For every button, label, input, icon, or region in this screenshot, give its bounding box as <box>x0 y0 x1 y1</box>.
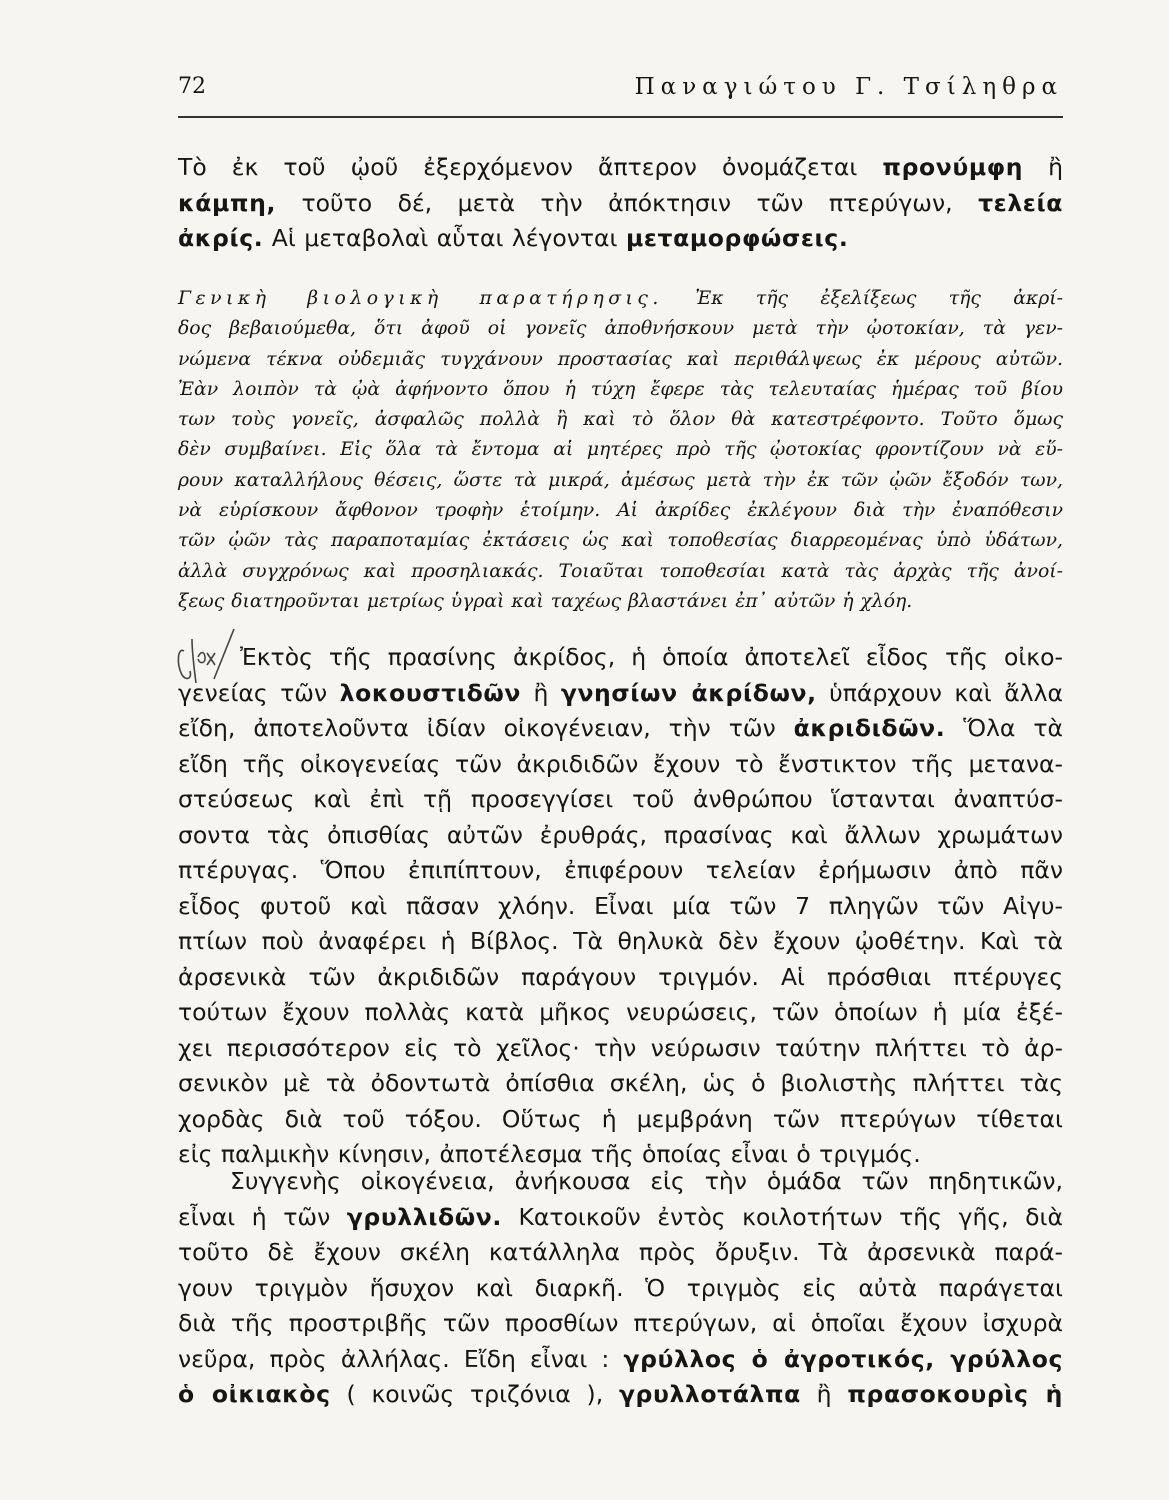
section-heading: Γενικὴ βιολογικὴ παρατήρησις. <box>178 288 663 309</box>
text-line: νὰ εὑρίσκουν ἄφθονον τροφὴν ἑτοίμην. Αἱ ἀκρίδες ἐκλέγουν διὰ τὴν ἐναπόθεσιν <box>178 500 1063 522</box>
term-bold: πρασοκουρὶς ἡ <box>847 1380 1063 1408</box>
running-head: Παναγιώτου Γ. Τσίληθρα <box>634 74 1063 100</box>
text-line: ἀρσενικὰ τῶν ἀκριδιδῶν παράγουν τριγμόν. Αἱ πρόσθιαι πτέρυγες <box>178 962 1063 991</box>
text-line: Τὸ ἐκ τοῦ ᾠοῦ ἐξερχόμενον ἄπτερον ὀνομάζεται προνύμφη ἢ <box>178 153 1063 181</box>
paragraph-gryllidae <box>178 1164 1063 1413</box>
text-line: δος βεβαιούμεθα, ὅτι ἀφοῦ οἱ γονεῖς ἀποθνήσκουν μετὰ τὴν ᾠοτοκίαν, τὰ γεν- <box>178 318 1063 340</box>
text-line: ξεως διατηροῦνται μετρίως ὑγραὶ καὶ ταχέως βλαστάνει ἐπ᾽ αὐτῶν ἡ χλόη. <box>178 590 913 612</box>
text-line: χει περισσότερον εἰς τὸ χεῖλος· τὴν νεύρωσιν ταύτην πλήττει τὸ ἀρ- <box>178 1033 1063 1062</box>
text-line: στεύσεως καὶ ἐπὶ τῇ προσεγγίσει τοῦ ἀνθρώπου ἵστανται ἀναπτύσ- <box>178 785 1063 813</box>
header-rule <box>178 116 1063 118</box>
paragraph-metamorphosis <box>178 150 1063 257</box>
term-bold: τελεία <box>978 188 1063 217</box>
term-bold: ἀκρίς. <box>178 224 264 252</box>
term-bold: λοκουστιδῶν <box>339 678 521 707</box>
text-line: Ἐὰν λοιπὸν τὰ ᾠὰ ἀφήνοντο ὅπου ἡ τύχη ἔφερε τὰς τελευταίας ἡμέρας τοῦ βίου <box>178 378 1063 400</box>
term-bold: γνησίων ἀκρίδων, <box>560 678 817 707</box>
page-number: 72 <box>178 74 206 99</box>
text-line: κάμπη, τοῦτο δέ, μετὰ τὴν ἀπόκτησιν τῶν πτερύγων, τελεία <box>178 188 1063 217</box>
term-bold: προνύμφη <box>882 153 1024 181</box>
term-bold: μεταμορφώσεις. <box>625 224 849 252</box>
text-line: Ἐκτὸς τῆς πρασίνης ἀκρίδος, ἡ ὁποία ἀποτελεῖ εἶδος τῆς οἰκο- <box>240 643 1063 671</box>
text-line: εἴδη, ἀποτελοῦντα ἰδίαν οἰκογένειαν, τὴν τῶν ἀκριδιδῶν. Ὅλα τὰ <box>178 714 1063 742</box>
term-bold: κάμπη, <box>178 188 276 217</box>
text-line: νώμενα τέκνα οὐδεμιᾶς τυγχάνουν προστασίας καὶ περιθάλψεως ἐκ μέρους αὐτῶν. <box>178 348 1063 370</box>
text-line: Συγγενὴς οἰκογένεια, ἀνήκουσα εἰς τὴν ὁμάδα τῶν πηδητικῶν, <box>230 1167 1063 1195</box>
term-bold: γρυλλοτάλπα <box>618 1380 801 1408</box>
text-line: ἀλλὰ συγχρόνως καὶ προσηλιακάς. Τοιαῦται τοποθεσίαι κατὰ τὰς ἀρχὰς τῆς ἀνοί- <box>178 560 1063 582</box>
term-bold: ἀκριδιδῶν. <box>793 714 946 742</box>
text-line: ὁ οἰκιακὸς ( κοινῶς τριζόνια ), γρυλλοτάλπα ἢ πρασοκουρὶς ἡ <box>178 1380 1063 1408</box>
text-line: εἶδος φυτοῦ καὶ πᾶσαν χλόην. Εἶναι μία τῶν 7 πληγῶν τῶν Αἰγυ- <box>178 891 1063 920</box>
text-line: γουν τριγμὸν ἥσυχον καὶ διαρκῆ. Ὁ τριγμὸς εἰς αὐτὰ παράγεται <box>178 1273 1063 1302</box>
text-line: εἰς παλμικὴν κίνησιν, ἀποτέλεσμα τῆς ὁποίας εἶναι ὁ τριγμός. <box>178 1140 921 1168</box>
term-bold: ὁ οἰκιακὸς <box>178 1380 331 1408</box>
text-line: δὲν συμβαίνει. Εἰς ὅλα τὰ ἔντομα αἱ μητέρες πρὸ τῆς ᾠοτοκίας φροντίζουν νὰ εὕ- <box>178 439 1063 461</box>
paragraph-acrididae <box>178 640 1063 1173</box>
paragraph-biological-observation <box>178 284 1063 617</box>
text-line: εἶναι ἡ τῶν γρυλλιδῶν. Κατοικοῦν ἐντὸς κοιλοτήτων τῆς γῆς, διὰ <box>178 1202 1063 1231</box>
term-bold: γρυλλιδῶν. <box>346 1202 502 1231</box>
text-line: χορδὰς διὰ τοῦ τόξου. Οὕτως ἡ μεμβράνη τῶν πτερύγων τίθεται <box>178 1104 1063 1133</box>
text-line: ρουν καταλλήλους θέσεις, ὥστε τὰ μικρά, ἀμέσως μετὰ τὴν ἐκ τῶν ᾠῶν ἔξοδόν των, <box>178 469 1063 491</box>
text-line: πτέρυγας. Ὅπου ἐπιπίπτουν, ἐπιφέρουν τελείαν ἐρήμωσιν ἀπὸ πᾶν <box>178 856 1063 884</box>
text-line: πτίων ποὺ ἀναφέρει ἡ Βίβλος. Τὰ θηλυκὰ δὲν ἔχουν ᾠοθέτην. Καὶ τὰ <box>178 927 1063 955</box>
text-line: σοντα τὰς ὀπισθίας αὐτῶν ἐρυθράς, πρασίνας καὶ ἄλλων χρωμάτων <box>178 820 1063 849</box>
text-line: τῶν ᾠῶν τὰς παραποταμίας ἐκτάσεις ὡς καὶ τοποθεσίας διαρρεομένας ὑπὸ ὑδάτων, <box>178 530 1063 552</box>
term-bold: γρύλλος ὁ ἀγροτικός, γρύλλος <box>623 1344 1063 1373</box>
text-line: εἴδη τῆς οἰκογενείας τῶν ἀκριδιδῶν ἔχουν τὸ ἔνστικτον τῆς μετανα- <box>178 749 1063 778</box>
text-line: σενικὸν μὲ τὰ ὀδοντωτὰ ὀπίσθια σκέλη, ὡς ὁ βιολιστὴς πλήττει τὰς <box>178 1069 1063 1097</box>
handwritten-mark-label: οχ/ <box>174 617 176 618</box>
text-line: διὰ τῆς προστριβῆς τῶν προσθίων πτερύγων, αἱ ὁποῖαι ἔχουν ἰσχυρὰ <box>178 1309 1063 1337</box>
text-line: τοῦτο δὲ ἔχουν σκέλη κατάλληλα πρὸς ὄρυξιν. Τὰ ἀρσενικὰ παρά- <box>178 1238 1063 1266</box>
page-header <box>178 74 1063 114</box>
text-line: ἀκρίς. Αἱ μεταβολαὶ αὗται λέγονται μεταμορφώσεις. <box>178 224 849 252</box>
text-line: γενείας τῶν λοκουστιδῶν ἢ γνησίων ἀκρίδων, ὑπάρχουν καὶ ἄλλα <box>178 678 1063 707</box>
text-line: τούτων ἔχουν πολλὰς κατὰ μῆκος νευρώσεις, τῶν ὁποίων ἡ μία ἐξέ- <box>178 998 1063 1026</box>
text-line: νεῦρα, πρὸς ἀλλήλας. Εἴδη εἶναι : γρύλλος ὁ ἀγροτικός, γρύλλος <box>178 1344 1063 1373</box>
text-line: Γενικὴ βιολογικὴ παρατήρησις. Ἐκ τῆς ἐξελίξεως τῆς ἀκρί- <box>178 288 1063 309</box>
text-line: των τοὺς γονεῖς, ἀσφαλῶς πολλὰ ἢ καὶ τὸ ὅλον θὰ κατεστρέφοντο. Τοῦτο ὅμως <box>178 409 1063 431</box>
